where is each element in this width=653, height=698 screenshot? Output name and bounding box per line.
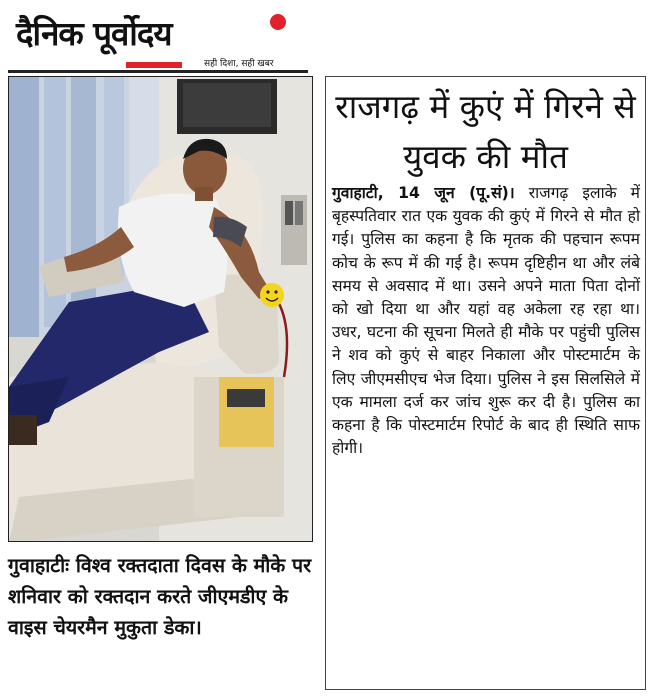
masthead-rule xyxy=(8,70,308,73)
article-headline: राजगढ़ में कुएं में गिरने से युवक की मौत xyxy=(335,87,636,176)
blood-donation-photo xyxy=(9,77,313,542)
article-body-text: राजगढ़ इलाके में बृहस्पतिवार रात एक युवक की कुएं में गिरने से मौत हो गई। पुलिस का कहना है कि मृतक की पहचान रूपम कोच के रूप में की गई है। रूपम दृष्टिहीन था और लंबे समय से अवसाद में था। उसने अपने माता पिता दोनों को खो दिया था और यहां वह अकेला रह रहा था। उधर, घटना की सूचना मिलते ही मौके पर पहुंची पुलिस ने शव को कुएं से बाहर निकाला और पोस्टमार्टम के लिए जीएमसीएच भेज दिया। पुलिस ने इस सिलसिले में एक मामला दर्ज कर जांच शुरू कर दी है। पुलिस का कहना है कि पोस्टमार्टम रिपोर्ट के बाद ही स्थिति साफ होगी। xyxy=(332,184,641,458)
photo-caption: गुवाहाटीः विश्व रक्तदाता दिवस के मौके पर शनिवार को रक्तदान करते जीएमडीए के वाइस चेयरमैन मुकुता डेका। xyxy=(8,554,312,639)
article-dateline: गुवाहाटी, 14 जून (पू.सं)। xyxy=(332,184,515,202)
news-photo xyxy=(8,76,313,542)
tagline: सही दिशा, सही खबर xyxy=(204,59,274,69)
logo-red-bar xyxy=(126,62,182,68)
logo-dot-icon xyxy=(270,14,286,30)
article-body xyxy=(332,182,640,460)
masthead xyxy=(8,4,308,74)
newspaper-logo: दैनिक पूर्वोदय xyxy=(16,14,172,53)
